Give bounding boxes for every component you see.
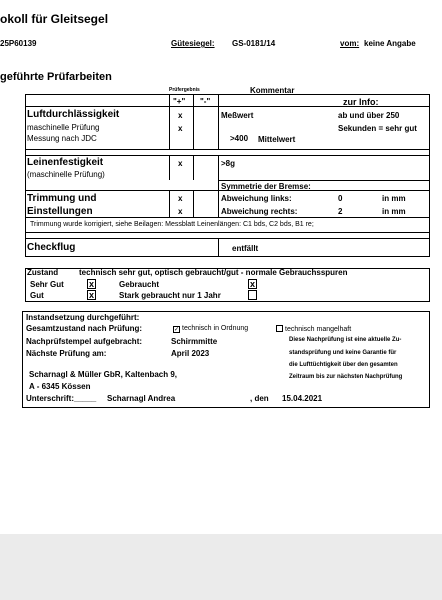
den-label: , den [250,394,269,403]
gut-checkbox[interactable]: x [88,290,94,300]
naechste-pruefung-label: Nächste Prüfung am: [26,349,107,358]
leinen-plus-mark: x [178,159,183,168]
luft-info: ab und über 250 [338,111,400,120]
gesamtzustand-label: Gesamtzustand nach Prüfung: [26,324,143,333]
divider [218,180,430,181]
disclaimer: die Lufttüchtigkeit über den gesamten [289,362,398,368]
divider [169,94,170,149]
trimm-plus-mark: x [178,194,183,203]
naechste-pruefung-value: April 2023 [171,349,210,358]
footer-band [0,534,442,600]
messwert-value: >400 [230,134,249,143]
checkflug-title: Checkflug [27,242,76,253]
zustand-label: Zustand [27,268,59,277]
stark-gebraucht-label: Stark gebraucht nur 1 Jahr [119,291,221,300]
divider [25,217,430,218]
stempel-label: Nachprüfstempel aufgebracht: [26,337,143,346]
plus-column-label: "+" [173,97,186,106]
mittelwert-label: Mittelwert [258,135,296,144]
gebraucht-checkbox[interactable]: x [249,279,255,289]
stark-gebraucht-checkbox[interactable] [248,290,257,300]
luft-subtitle: Messung nach JDC [27,134,97,143]
disclaimer: Diese Nachprüfung ist eine aktuelle Zu- [289,337,402,343]
vom-value: keine Angabe [364,39,416,48]
divider [169,190,170,217]
divider [193,94,194,149]
mangelhaft-checkbox[interactable] [276,325,283,332]
divider [193,190,194,217]
zur-info-label: zur Info: [343,97,379,107]
divider [25,106,430,107]
disclaimer: standsprüfung und keine Garantie für [289,350,397,356]
disclaimer: Zeitraum bis zur nächsten Nachprüfung [289,374,403,380]
guetesiegel-value: GS-0181/14 [232,39,276,48]
pruefergebnis-label: Prüfergebnis [169,87,200,93]
divider [169,155,170,180]
abweichung-links-unit: in mm [382,194,406,203]
divider [218,155,219,180]
symmetrie-label: Symmetrie der Bremse: [221,182,311,191]
abweichung-rechts-value: 2 [338,207,343,216]
serial-number: 25P60139 [0,39,37,48]
unterschrift-name: Scharnagl Andrea [107,394,176,403]
luft-title: Luftdurchlässigkeit [27,109,120,120]
vom-label: vom: [340,39,360,48]
divider [25,232,430,233]
instandsetzung-label: Instandsetzung durchgeführt: [26,313,140,322]
section-title: geführte Prüfarbeiten [0,71,112,83]
guetesiegel-label: Gütesiegel: [171,39,215,48]
leinen-title: Leinenfestigkeit [27,157,104,168]
unterschrift-label: Unterschrift:_____ [26,394,97,403]
minus-column-label: "-" [200,97,211,106]
leinen-subtitle: (maschinelle Prüfung) [27,170,105,179]
luft-info: Sekunden = sehr gut [338,124,417,133]
messwert-label: Meßwert [221,111,254,120]
trimm-plus-mark: x [178,207,183,216]
document-title: okoll für Gleitsegel [0,12,109,26]
leinen-value: >8g [221,159,236,168]
divider [25,149,430,150]
abweichung-links-label: Abweichung links: [221,194,292,203]
trimm-title: Einstellungen [27,206,93,217]
divider [193,155,194,180]
divider [25,238,430,239]
divider [218,180,219,217]
gebraucht-label: Gebraucht [119,280,160,289]
abweichung-rechts-unit: in mm [382,207,406,216]
sehr-gut-checkbox[interactable]: x [88,279,94,289]
trimm-note: Trimmung wurde korrigiert, siehe Beilagen: Messblatt Leinenlängen: C1 bds, C2 bds, B1 re; [30,221,314,228]
checkflug-value: entfällt [232,244,259,253]
option-mangelhaft[interactable]: technisch mangelhaft [276,325,351,333]
zustand-text: technisch sehr gut, optisch gebraucht/gut - normale Gebrauchsspuren [79,268,348,277]
company-name: Scharnagl & Müller GbR, Kaltenbach 9, [29,370,178,379]
luft-subtitle: maschinelle Prüfung [27,123,100,132]
abweichung-links-value: 0 [338,194,343,203]
divider [25,155,430,156]
stempel-value: Schirmmitte [171,337,218,346]
trimm-title: Trimmung und [27,193,97,204]
signature-date: 15.04.2021 [282,394,323,403]
abweichung-rechts-label: Abweichung rechts: [221,207,298,216]
divider [218,94,219,149]
luft-plus-mark: x [178,124,183,133]
kommentar-label: Kommentar [250,86,295,95]
company-address: A - 6345 Kössen [29,382,91,391]
sehr-gut-label: Sehr Gut [30,280,64,289]
divider [218,238,219,257]
option-in-ordnung[interactable]: ✓ technisch in Ordnung [174,325,249,333]
luft-plus-mark: x [178,111,183,120]
gut-label: Gut [30,291,44,300]
in-ordnung-checkbox[interactable]: ✓ [174,327,180,333]
